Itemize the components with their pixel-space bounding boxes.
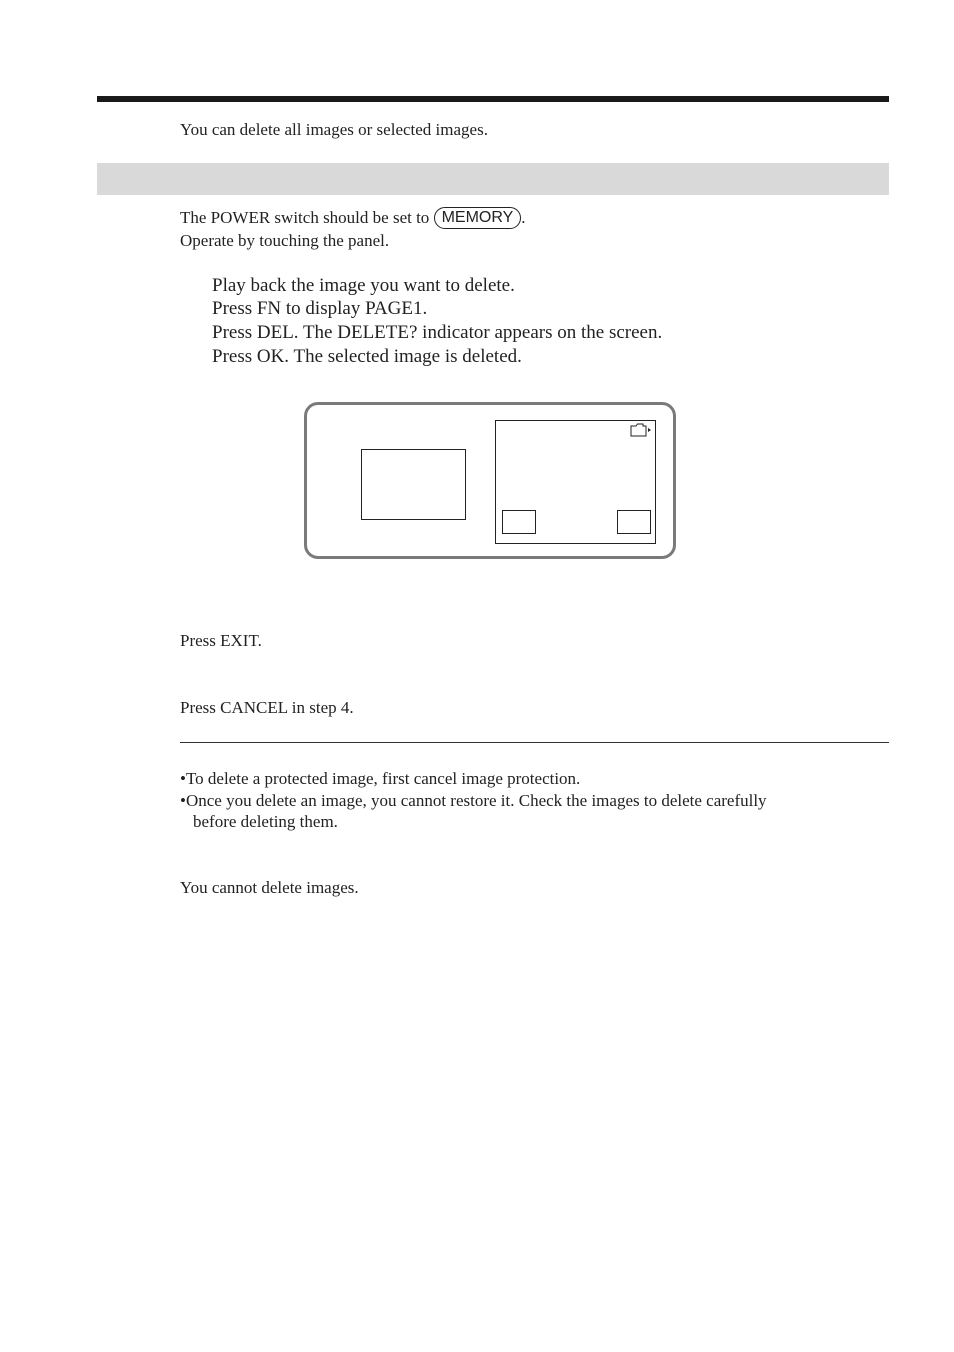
image-preview-frame [361,449,466,520]
note-bullet-2 [180,790,767,812]
notes-divider [180,742,889,743]
delete-screen-frame [495,420,656,544]
note-text-2: Once you delete an image, you cannot restore it. Check the images to delete carefully [185,791,767,810]
step-3: Press DEL. The DELETE? indicator appears on the screen. [212,322,663,343]
exit-instruction: Press EXIT. [180,631,262,650]
memory-setting-badge: MEMORY [434,207,522,229]
intro-text: You can delete all images or selected images. [180,120,488,139]
cancel-button[interactable] [617,510,651,534]
folder-icon [630,423,652,437]
power-prefix: The POWER switch should be set to [180,208,430,227]
top-heading-rule [97,96,889,102]
bullet-mark: • [180,769,186,788]
bullet-mark: • [180,791,186,810]
section-heading-band [97,163,889,195]
operate-instruction: Operate by touching the panel. [180,231,390,250]
step-1: Play back the image you want to delete. [212,275,515,296]
note-text-1: To delete a protected image, first cancel image protection. [185,769,581,788]
power-suffix: . [521,208,526,227]
step-4: Press OK. The selected image is deleted. [212,346,522,367]
cancel-instruction: Press CANCEL in step 4. [180,698,354,717]
power-instruction [180,207,526,230]
step-2: Press FN to display PAGE1. [212,298,428,319]
final-note: You cannot delete images. [180,878,359,897]
note-text-2-cont: before deleting them. [193,812,338,831]
ok-button[interactable] [502,510,536,534]
note-bullet-1 [180,768,580,790]
